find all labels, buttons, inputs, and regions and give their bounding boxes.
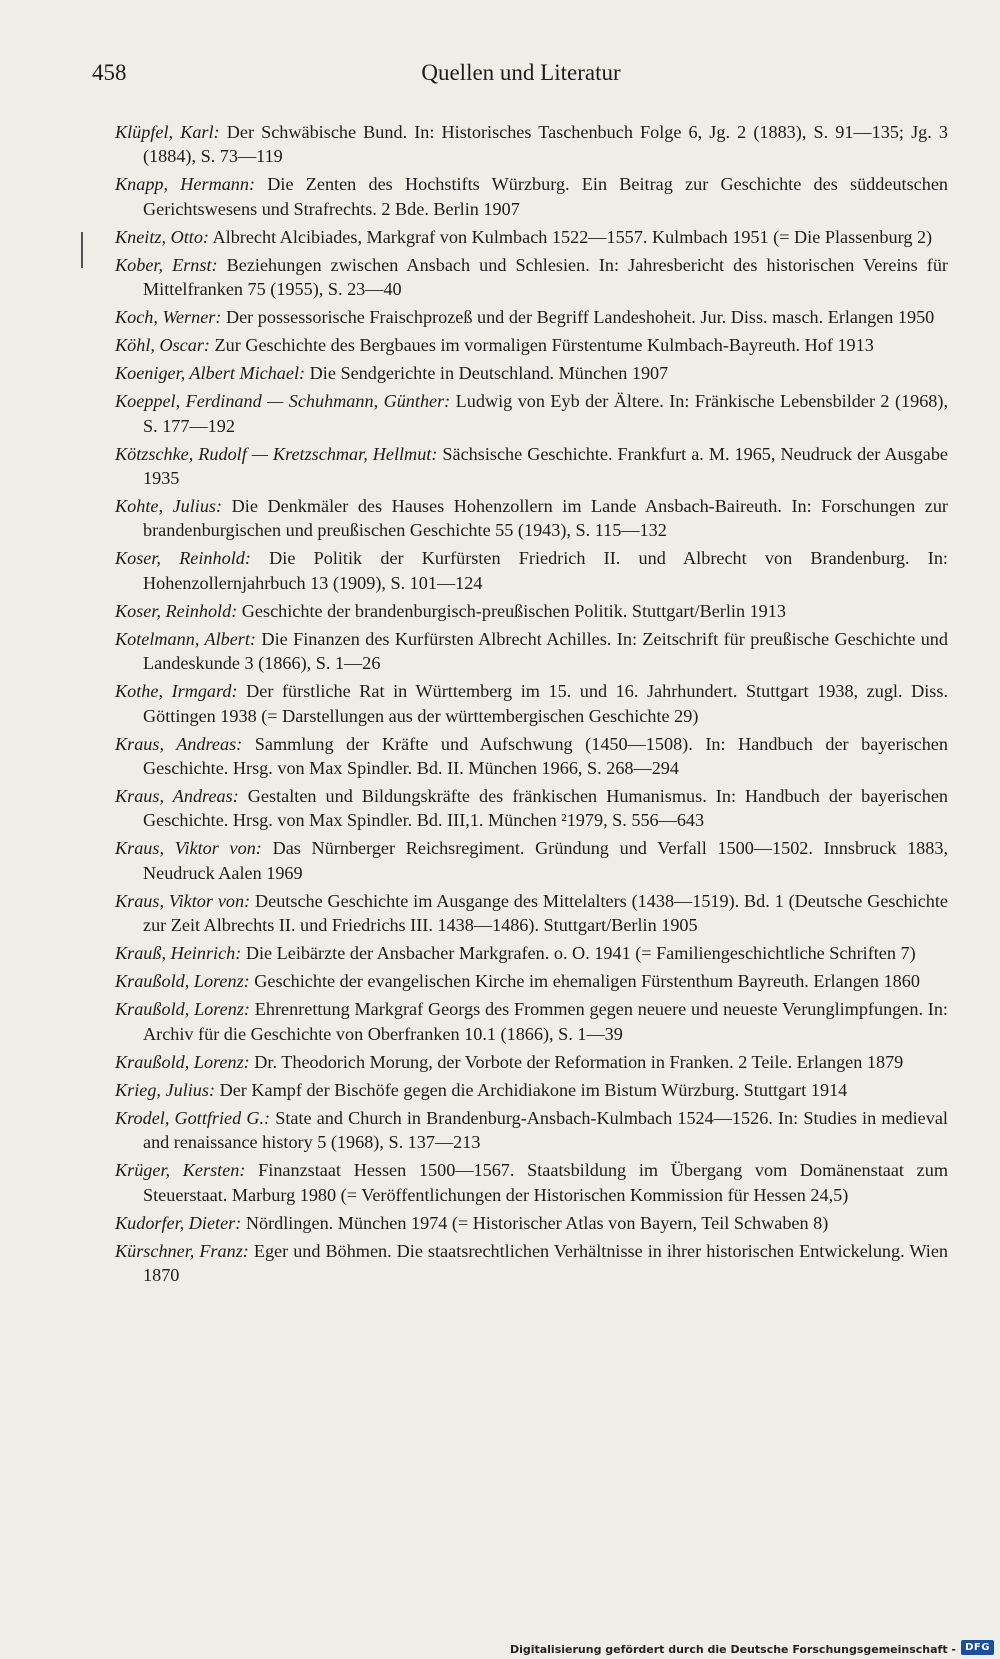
entry-author: Kraus, Andreas: [115,733,243,754]
entry-text: Gestalten und Bildungskräfte des fränkischen Humanismus. In: Handbuch der bayerischen Geschichte. Hrsg. von Max Spindler. Bd. III,1. München ²1979, S. 556—643 [143,786,948,831]
entry-author: Kraußold, Lorenz: [115,971,250,992]
entry-text: Der possessorische Fraischprozeß und der Begriff Landeshoheit. Jur. Diss. masch. Erlangen 1950 [221,307,935,328]
entry-text: Die Sendgerichte in Deutschland. München 1907 [305,363,669,384]
entry-text: Der fürstliche Rat in Württemberg im 15. und 16. Jahrhundert. Stuttgart 1938, zugl. Diss. Göttingen 1938 (= Darstellungen aus der württembergischen Geschichte 29) [143,681,948,726]
bibliography-entry [115,1078,948,1102]
dfg-logo: DFG [961,1640,994,1655]
bibliography-entry [115,836,948,885]
bibliography-entry [115,889,948,938]
bibliography-entry [115,546,948,595]
bibliography-entry [115,442,948,491]
entry-text: Sammlung der Kräfte und Aufschwung (1450—1508). In: Handbuch der bayerischen Geschichte. Hrsg. von Max Spindler. Bd. II. München 1966, S. 268—294 [143,733,948,779]
entry-text: Deutsche Geschichte im Ausgange des Mittelalters (1438—1519). Bd. 1 (Deutsche Geschichte zur Zeit Albrechts II. und Friedrichs III. 1438—1486). Stuttgart/Berlin 1905 [143,890,948,936]
entry-author: Kötzschke, Rudolf — Kretzschmar, Hellmut: [115,443,438,464]
page-number: 458 [92,60,127,85]
entry-author: Krauß, Heinrich: [115,943,242,964]
running-title: Quellen und Literatur [421,60,621,85]
entry-text: Eger und Böhmen. Die staatsrechtlichen Verhältnisse in ihrer historischen Entwickelung. Wien 1870 [143,1240,948,1285]
bibliography-entry [115,1050,948,1074]
entry-author: Kürschner, Franz: [115,1240,249,1261]
entry-text: Der Schwäbische Bund. In: Historisches Taschenbuch Folge 6, Jg. 2 (1883), S. 91—135; Jg. 3 (1884), S. 73—119 [143,122,948,167]
bibliography-entry [115,1239,948,1288]
entry-author: Köhl, Oscar: [115,335,210,356]
bibliography-entry [115,305,948,329]
entry-text: Die Politik der Kurfürsten Friedrich II. und Albrecht von Brandenburg. In: Hohenzollernjahrbuch 13 (1909), S. 101—124 [143,548,948,593]
entry-text: Sächsische Geschichte. Frankfurt a. M. 1965, Neudruck der Ausgabe 1935 [143,443,948,489]
entry-author: Koeniger, Albert Michael: [115,363,306,384]
bibliography-entry [115,941,948,965]
entry-text: Die Zenten des Hochstifts Würzburg. Ein Beitrag zur Geschichte des süddeutschen Gerichtswesens und Strafrechts. 2 Bde. Berlin 1907 [143,174,949,219]
page-header [92,60,950,96]
bibliography-entry [115,627,948,676]
entry-author: Kraußold, Lorenz: [115,999,250,1020]
entry-author: Krüger, Kersten: [115,1160,246,1181]
bibliography-entry [115,389,948,438]
entry-text: Die Denkmäler des Hauses Hohenzollern im Lande Ansbach-Baireuth. In: Forschungen zur brandenburgischen und preußischen Geschichte 55 (1943), S. 115—132 [143,496,948,541]
bibliography-entry [115,225,948,249]
entry-text: Geschichte der evangelischen Kirche im ehemaligen Fürstenthum Bayreuth. Erlangen 1860 [249,971,920,992]
entry-text: Die Finanzen des Kurfürsten Albrecht Achilles. In: Zeitschrift für preußische Geschichte und Landeskunde 3 (1866), S. 1—26 [143,628,948,674]
bibliography-entry [115,494,948,543]
bibliography-list [115,120,948,1291]
bibliography-entry [115,253,948,302]
entry-author: Koeppel, Ferdinand — Schuhmann, Günther: [115,391,451,412]
entry-text: Albrecht Alcibiades, Markgraf von Kulmbach 1522—1557. Kulmbach 1951 (= Die Plassenburg 2) [208,226,933,247]
bibliography-entry [115,969,948,993]
bibliography-entry [115,120,948,169]
entry-text: Dr. Theodorich Morung, der Vorbote der Reformation in Franken. 2 Teile. Erlangen 1879 [249,1051,904,1072]
funding-note: Digitalisierung gefördert durch die Deutsche Forschungsgemeinschaft - [509,1643,956,1656]
entry-author: Kraus, Viktor von: [115,890,251,911]
entry-author: Kraus, Viktor von: [115,838,262,859]
bibliography-entry [115,1211,948,1235]
bibliography-entry [115,172,948,221]
entry-text: Das Nürnberger Reichsregiment. Gründung und Verfall 1500—1502. Innsbruck 1883, Neudruck Aalen 1969 [143,838,948,883]
entry-text: Finanzstaat Hessen 1500—1567. Staatsbildung im Übergang vom Domänenstaat zum Steuerstaat. Marburg 1980 (= Veröffentlichungen der Historischen Kommission für Hessen 24,5) [143,1160,948,1205]
entry-text: Ehrenrettung Markgraf Georgs des Frommen gegen neuere und neueste Verunglimpfungen. In: Archiv für die Geschichte von Oberfranken 10.1 (1866), S. 1—39 [143,999,948,1044]
entry-author: Koch, Werner: [115,307,222,328]
margin-mark [81,232,83,268]
digitization-footer [0,1636,1000,1656]
entry-author: Knapp, Hermann: [115,174,256,195]
entry-text: State and Church in Brandenburg-Ansbach-Kulmbach 1524—1526. In: Studies in medieval and renaissance history 5 (1968), S. 137—213 [143,1107,948,1153]
entry-text: Zur Geschichte des Bergbaues im vormaligen Fürstentume Kulmbach-Bayreuth. Hof 1913 [209,335,874,356]
bibliography-entry [115,1106,948,1155]
entry-author: Koser, Reinhold: [115,548,251,569]
bibliography-entry [115,997,948,1046]
bibliography-entry [115,784,948,833]
entry-text: Geschichte der brandenburgisch-preußischen Politik. Stuttgart/Berlin 1913 [237,600,786,621]
bibliography-entry [115,679,948,728]
bibliography-entry [115,599,948,623]
entry-author: Kraußold, Lorenz: [115,1051,250,1072]
entry-author: Kothe, Irmgard: [115,681,238,702]
entry-author: Kraus, Andreas: [115,786,239,807]
entry-author: Koser, Reinhold: [115,600,238,621]
bibliography-entry [115,333,948,357]
bibliography-entry [115,732,948,781]
entry-author: Kudorfer, Dieter: [115,1212,242,1233]
entry-text: Die Leibärzte der Ansbacher Markgrafen. o. O. 1941 (= Familiengeschichtliche Schriften 7) [241,943,916,964]
entry-author: Krieg, Julius: [115,1079,216,1100]
entry-author: Klüpfel, Karl: [115,122,220,142]
entry-author: Kober, Ernst: [115,254,218,275]
entry-text: Ludwig von Eyb der Ältere. In: Fränkische Lebensbilder 2 (1968), S. 177—192 [143,391,948,436]
entry-text: Nördlingen. München 1974 (= Historischer Atlas von Bayern, Teil Schwaben 8) [241,1212,829,1233]
bibliography-entry [115,1158,948,1207]
bibliography-entry [115,361,948,385]
entry-text: Der Kampf der Bischöfe gegen die Archidiakone im Bistum Würzburg. Stuttgart 1914 [215,1079,848,1100]
entry-author: Kneitz, Otto: [115,226,209,247]
entry-text: Beziehungen zwischen Ansbach und Schlesien. In: Jahresbericht des historischen Vereins für Mittelfranken 75 (1955), S. 23—40 [143,254,948,300]
entry-author: Kohte, Julius: [115,496,223,517]
entry-author: Kotelmann, Albert: [115,628,256,649]
entry-author: Krodel, Gottfried G.: [115,1107,271,1128]
